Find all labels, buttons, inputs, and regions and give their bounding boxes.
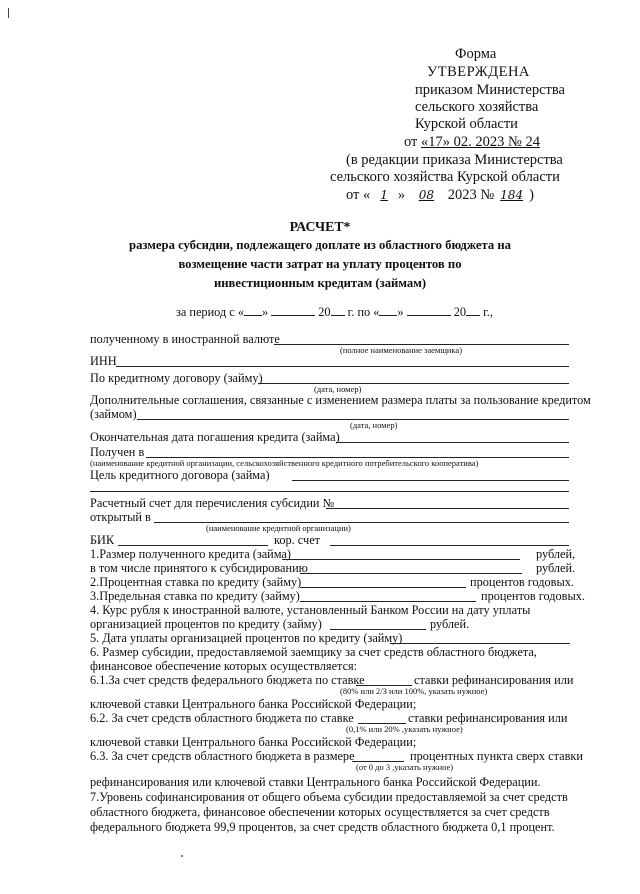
item-6-1-suffix: ставки рефинансирования или [414,673,574,687]
form-label: Форма [455,46,497,62]
loan-contract-label: По кредитному договору (займу) [90,371,263,385]
title-line-2: возмещение части затрат на уплату процентов по [178,257,462,271]
received-currency-label: полученному в иностранной валюте [90,332,280,346]
corr-account-fill-line[interactable] [330,545,569,546]
corr-account-label: кор. счет [274,533,321,547]
scan-speck [181,855,183,857]
item-6-3-text: рефинансирования или ключевой ставки Центрального банка Российской Федерации. [90,775,541,789]
approved-label: УТВЕРЖДЕНА [427,64,530,80]
final-date-label: Окончательная дата погашения кредита (займа) [90,430,340,444]
approval-line-2: сельского хозяйства [415,99,539,115]
item-1-fill-line[interactable] [282,559,520,560]
bik-fill-line[interactable] [118,545,268,546]
loan-purpose-label: Цель кредитного договора (займа) [90,468,270,482]
inn-fill-line[interactable] [116,366,569,367]
bik-label: БИК [90,533,115,547]
edition-line-2: сельского хозяйства Курской области [330,169,560,185]
item-4-text: 4. Курс рубля к иностранной валюте, установленный Банком России на дату уплаты [90,603,531,617]
item-7-text-3: федерального бюджета 99,9 процентов, за счет средств областного бюджета 0,1 процент. [90,820,555,834]
title-line-3: инвестиционным кредитам (займам) [213,276,427,290]
item-6-2-suffix: ставки рефинансирования или [408,711,568,725]
loan-contract-hint: (дата, номер) [314,384,362,394]
loan-contract-fill-line[interactable] [258,383,569,384]
approval-date: от «17» 02. 2023 № 24 [404,134,540,150]
item-3-fill-line[interactable] [300,601,476,602]
account-label: Расчетный счет для перечисления субсидии № [90,496,335,510]
item-3-label: 3.Предельная ставка по кредиту (займу) [90,589,300,603]
item-6-3-label: 6.3. За счет средств областного бюджета в размере [90,749,355,763]
received-in-label: Получен в [90,445,145,459]
item-7-text-1: 7.Уровень софинансирования от общего объема субсидии предоставляемой за счет средств [90,790,568,804]
item-4-label: организацией процентов по кредиту (займу) [90,617,322,631]
item-2-unit: процентов годовых. [470,575,574,589]
item-1-label: 1.Размер полученного кредита (займа) [90,547,291,561]
item-6-3-hint: (от 0 до 3 ,указать нужное) [356,762,454,772]
account-fill-line[interactable] [326,508,569,509]
item-6-3-suffix: процентных пункта сверх ставки [410,749,583,763]
item-2-label: 2.Процентная ставка по кредиту (займу) [90,575,302,589]
edition-line-1: (в редакции приказа Министерства [346,152,563,168]
additional-agreements-hint: (дата, номер) [350,420,398,430]
item-6-2-hint: (0,1% или 20% ,указать нужное) [346,724,463,734]
item-6-text-2: финансовое обеспечение которых осуществляется: [90,659,358,673]
scan-mark [8,8,9,18]
approval-line-3: Курской области [415,116,518,132]
additional-agreements-label: Дополнительные соглашения, связанные с изменением размера платы за пользование кредитом [90,393,591,407]
item-6-1-hint: (80% или 2/3 или 100%, указать нужное) [340,686,488,696]
inn-label: ИНН [90,354,117,368]
item-4-unit: рублей. [430,617,470,631]
item-6-1-label: 6.1.За счет средств федерального бюджета по ставке [90,673,365,687]
document-title: РАСЧЕТ* [289,219,351,234]
credit-org-hint: (наименование кредитной организации, сельскохозяйственного кредитного потребительского кооператива) [90,458,479,468]
item-3-unit: процентов годовых. [481,589,585,603]
bank-hint: (наименование кредитной организации) [206,523,351,533]
additional-agreements-label-2: (займом) [90,407,137,421]
approval-line-1: приказом Министерства [415,82,565,98]
borrower-hint: (полное наименование заемщика) [340,345,463,355]
item-6-1-text: ключевой ставки Центрального банка Российской Федерации; [90,697,417,711]
opened-in-label: открытый в [90,510,151,524]
item-5-fill-line[interactable] [390,643,570,644]
item-6-text: 6. Размер субсидии, предоставляемой заемщику за счет средств областного бюджета, [90,645,537,659]
item-2-fill-line[interactable] [300,587,466,588]
item-6-2-label: 6.2. За счет средств областного бюджета по ставке [90,711,354,725]
item-1-subsidized-unit: рублей. [536,561,576,575]
loan-purpose-fill-line[interactable] [292,480,569,481]
item-1-subsidized-label: в том числе принятого к субсидированию [90,561,308,575]
loan-purpose-fill-line-2[interactable] [90,491,569,492]
final-date-fill-line[interactable] [336,442,569,443]
item-1-subsidized-fill-line[interactable] [300,573,522,574]
item-6-2-text: ключевой ставки Центрального банка Российской Федерации; [90,735,417,749]
edition-date: от « 1 » 08 2023 № 184 ) [346,187,534,203]
item-7-text-2: областного бюджета, финансовое обеспечении которых осуществляется за счет средств [90,805,550,819]
item-4-fill-line[interactable] [330,629,426,630]
period-line: за период с « » 20 г. по « » 20 г., [176,305,493,319]
item-5-label: 5. Дата уплаты организацией процентов по кредиту (займу) [90,631,403,645]
title-line-1: размера субсидии, подлежащего доплате из областного бюджета на [129,238,511,252]
item-1-unit: рублей, [536,547,576,561]
